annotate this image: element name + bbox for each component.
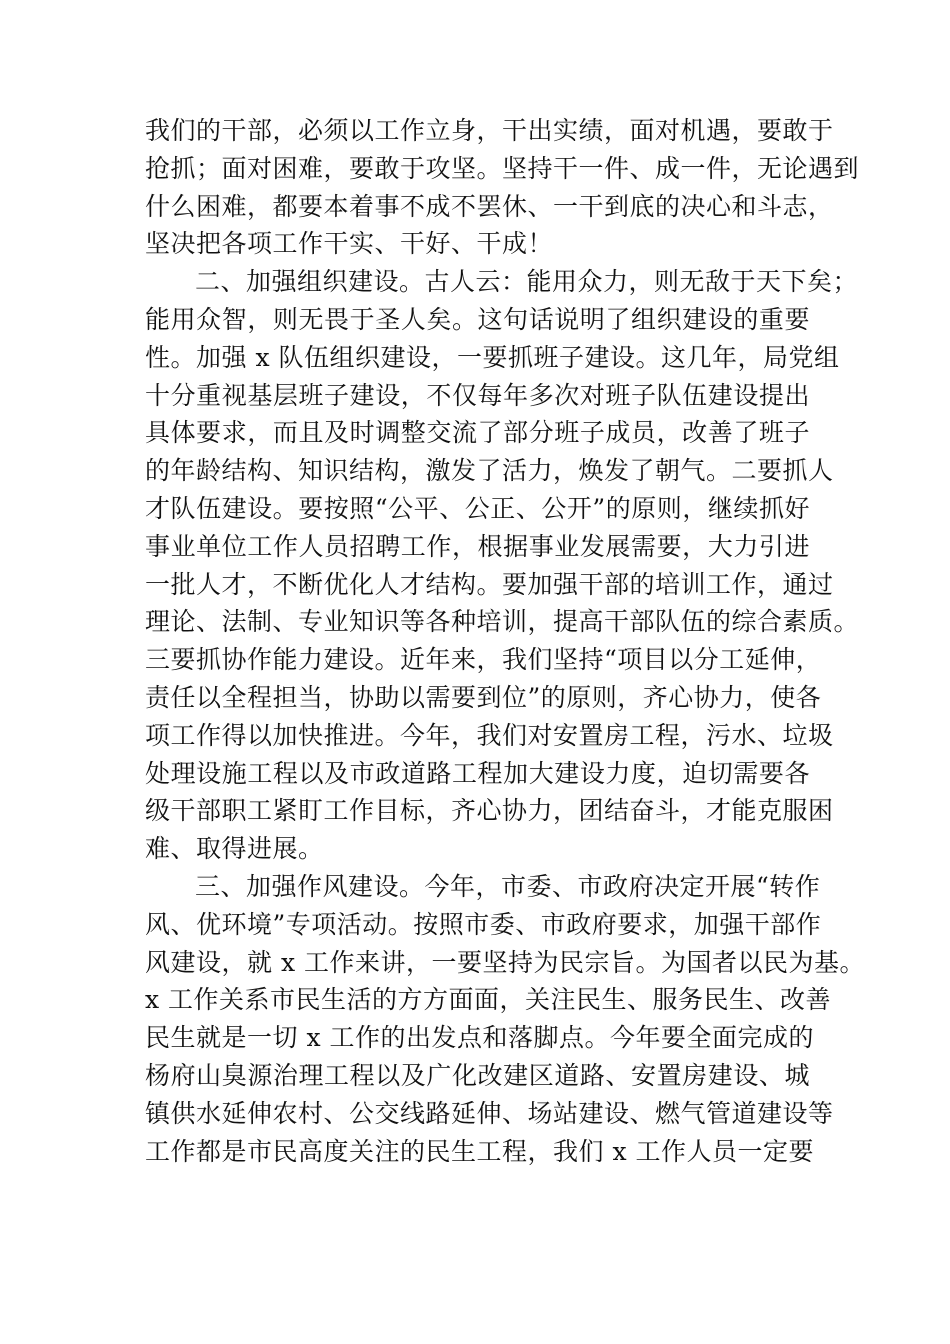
text-line: 什么困难，都要本着事不成不罢休、一干到底的决心和斗志， xyxy=(145,191,834,221)
text-line: 责任以全程担当，协助以需要到位”的原则，齐心协力，使各 xyxy=(145,682,822,712)
text-line: 事业单位工作人员招聘工作，根据事业发展需要，大力引进 xyxy=(145,531,810,561)
text-line: 难、取得进展。 xyxy=(145,834,324,864)
text-line: 杨府山臭源治理工程以及广化改建区道路、安置房建设、城 xyxy=(145,1060,810,1090)
text-line: 性。加强 x 队伍组织建设，一要抓班子建设。这几年，局党组 xyxy=(145,342,840,372)
text-line: 我们的干部，必须以工作立身，干出实绩，面对机遇，要敢于 xyxy=(145,116,834,145)
text-line: 一批人才，不断优化人才结构。要加强干部的培训工作，通过 xyxy=(145,569,834,599)
text-line: 级干部职工紧盯工作目标，齐心协力，团结奋斗，才能克服困 xyxy=(145,796,834,826)
text-line: 处理设施工程以及市政道路工程加大建设力度，迫切需要各 xyxy=(145,758,810,788)
text-line: 项工作得以加快推进。今年，我们对安置房工程，污水、垃圾 xyxy=(145,720,834,750)
text-line: 三要抓协作能力建设。近年来，我们坚持“项目以分工延伸， xyxy=(145,645,822,675)
text-line: 坚决把各项工作干实、干好、干成！ xyxy=(145,229,554,259)
text-line: 理论、法制、专业知识等各种培训，提高干部队伍的综合素质。 xyxy=(145,607,860,637)
text-line: 的年龄结构、知识结构，激发了活力，焕发了朝气。二要抓人 xyxy=(145,456,834,486)
text-line: 具体要求，而且及时调整交流了部分班子成员，改善了班子 xyxy=(145,418,810,448)
text-line: 风建设，就 x 工作来讲，一要坚持为民宗旨。为国者以民为基。 xyxy=(145,947,865,977)
text-line: 十分重视基层班子建设，不仅每年多次对班子队伍建设提出 xyxy=(145,380,810,410)
text-line: 抢抓；面对困难，要敢于攻坚。坚持干一件、成一件，无论遇到 xyxy=(145,153,860,183)
text-line: 民生就是一切 x 工作的出发点和落脚点。今年要全面完成的 xyxy=(145,1023,814,1053)
text-line: x 工作关系市民生活的方方面面，关注民生、服务民生、改善 xyxy=(145,985,832,1015)
paragraph-start-line: 三、加强作风建设。今年，市委、市政府决定开展“转作 xyxy=(195,871,821,901)
document-body xyxy=(145,112,865,1170)
text-line: 风、优环境”专项活动。按照市委、市政府要求，加强干部作 xyxy=(145,909,822,939)
paragraph-start-line: 二、加强组织建设。古人云：能用众力，则无敌于天下矣； xyxy=(195,267,859,297)
text-line: 能用众智，则无畏于圣人矣。这句话说明了组织建设的重要 xyxy=(145,304,810,334)
text-line: 镇供水延伸农村、公交线路延伸、场站建设、燃气管道建设等 xyxy=(145,1098,834,1128)
text-line: 工作都是市民高度关注的民生工程，我们 x 工作人员一定要 xyxy=(145,1136,814,1166)
text-line: 才队伍建设。要按照“公平、公正、公开”的原则，继续抓好 xyxy=(145,493,810,523)
